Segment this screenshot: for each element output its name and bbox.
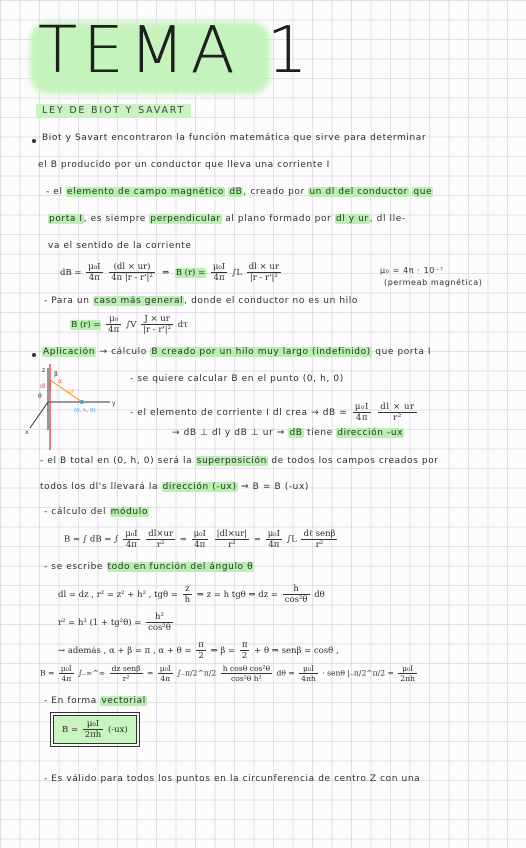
equation-r-squared: r² = h² (1 + tg²θ) = $\frac{\text{h²}}{\text{cos²θ}}$ bbox=[58, 612, 171, 633]
page-title: TEMA 1 bbox=[38, 14, 314, 88]
text-line: → dB ⊥ dl y dB ⊥ ur ⇒ dB tiene dirección -ux bbox=[172, 428, 404, 438]
y-axis-label: y bbox=[112, 400, 116, 407]
equation-substitution: dl = dz , r² = z² + h² , tgθ = $\frac{z}{h}$ ⇒ z = h tgθ ⇒ dz = $\frac{h}{\text{cos²θ}}$ dθ bbox=[58, 584, 325, 605]
text-line: - se escribe todo en función del ángulo θ bbox=[44, 562, 254, 572]
point-label: (0, h, 0) bbox=[74, 408, 96, 414]
equation-volume: B (r) = $\frac{\text{μ₀}}{4\pi}$ ∫V $\frac{J \times ur}{\text{|r - r'|²}}$ dτ bbox=[71, 314, 188, 335]
wire-diagram bbox=[22, 362, 122, 452]
bullet-dot bbox=[32, 353, 36, 357]
theta-label: θ bbox=[38, 393, 42, 400]
x-axis-label: x bbox=[25, 429, 29, 436]
section-subtitle: LEY DE BIOT Y SAVART bbox=[36, 104, 191, 117]
text-line: - Es válido para todos los puntos en la circunferencia de centro Z con una bbox=[44, 774, 421, 784]
text-line: el B producido por un conductor que lleva una corriente I bbox=[38, 160, 330, 170]
text-line: porta I, es siempre perpendicular al plano formado por dl y ur, dl lle- bbox=[49, 214, 406, 224]
alpha-label: α bbox=[58, 378, 62, 385]
mu0-definition: μ₀ = 4π · 10⁻⁷ bbox=[380, 266, 444, 275]
equation-angles: → además , α + β = π , α + θ = $\frac{\pi}{2}$ ⇒ β = $\frac{\pi}{2}$ + θ ⇒ senβ = cosθ , bbox=[58, 640, 339, 661]
text-line: - Para un caso más general, donde el conductor no es un hilo bbox=[44, 296, 358, 306]
text-line: va el sentido de la corriente bbox=[48, 241, 192, 251]
text-line: Aplicación → cálculo B creado por un hilo muy largo (indefinido) que porta I bbox=[43, 347, 432, 357]
ur-label: ur bbox=[68, 388, 75, 395]
text-line: - cálculo del módulo bbox=[44, 507, 148, 517]
text-line: - se quiere calcular B en el punto (0, h, 0) bbox=[130, 374, 344, 384]
dl-label: dl bbox=[40, 383, 46, 390]
text-line: - En forma vectorial bbox=[44, 696, 146, 706]
beta-label: β bbox=[54, 371, 58, 378]
text-line: todos los dl's llevará la dirección (-ux) ⇒ B = B (-ux) bbox=[40, 482, 310, 492]
text-line: - el elemento de corriente I dl crea → dB = $\frac{\text{μ₀I}}{4\pi}$ $\frac{dl \times ur}{\text{r²}}$ bbox=[130, 402, 415, 423]
result-box bbox=[50, 712, 140, 747]
z-axis-label: z bbox=[42, 367, 46, 374]
bullet-dot bbox=[32, 139, 36, 143]
result-formula: B = $\frac{\text{μ₀I}}{2\pi h}$ (-ux) bbox=[53, 715, 137, 744]
equation-integral: B = $\frac{\text{μ₀I}}{4\pi}$ ∫₋∞^∞ $\frac{\text{dz senβ}}{\text{r²}}$ = $\frac{\text{μ₀I}}{4\pi}$ ∫₋π/2^π/2 $\frac{\text{h cosθ cos²θ}}{\text{cos²θ h²}}$ dθ = $\frac{\text{μ₀I}}{4\pi h}$ · senθ |₋π/2^π/2 = $\frac{\text{μ₀I}}{2\pi h}$ bbox=[40, 664, 415, 683]
equation-modulus: B = ∫ dB = ∫ $\frac{\text{μ₀I}}{4\pi}$ $\frac{dl\times ur}{\text{r²}}$ = $\frac{\text{μ₀I}}{4\pi}$ $\frac{|dl\times ur|}{\text{r²}}$ = $\frac{\text{μ₀I}}{4\pi}$ ∫L $\frac{\text{dℓ senβ}}{\text{r²}}$ bbox=[64, 528, 336, 550]
mu0-note: (permeab magnética) bbox=[384, 278, 483, 287]
equation-db: dB = $\frac{\text{μ₀I}}{4\pi}$ $\frac{(dl \times ur)}{\text{4π |r - r'|²}}$ ⇒ B (r) = $\frac{\text{μ₀I}}{4\pi}$ ∫L $\frac{dl \times ur}{\text{|r - r'|²}}$ bbox=[60, 262, 279, 283]
text-line: Biot y Savart encontraron la función matemática que sirve para determinar bbox=[42, 133, 427, 143]
text-line: - el elemento de campo magnético dB, creado por un dl del conductor que bbox=[46, 187, 433, 197]
text-line: - el B total en (0, h, 0) será la superposición de todos los campos creados por bbox=[40, 456, 439, 466]
